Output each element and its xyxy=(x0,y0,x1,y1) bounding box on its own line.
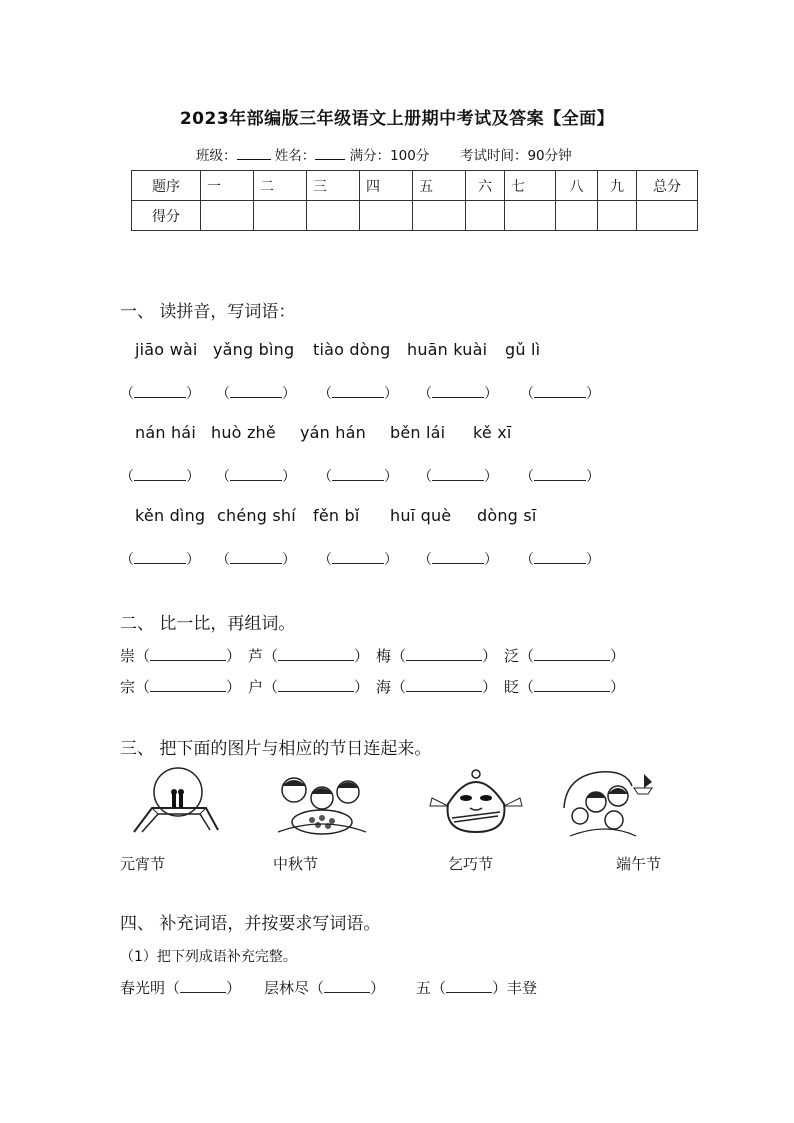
table-cell: 九 xyxy=(598,171,637,201)
answer-blank[interactable]: （ ） xyxy=(520,386,600,402)
answer-blank[interactable]: （ ） xyxy=(318,386,398,402)
table-cell: 四 xyxy=(360,171,413,201)
table-cell: 一 xyxy=(201,171,254,201)
pinyin-item: jiāo wài xyxy=(135,340,198,359)
pinyin-item: yán hán xyxy=(300,423,366,442)
table-cell: 得分 xyxy=(132,201,201,231)
exam-info-line xyxy=(196,144,572,164)
table-cell: 六 xyxy=(466,171,505,201)
answer-blank[interactable]: （ ） xyxy=(520,552,600,568)
full-score: 满分：100分 xyxy=(349,148,430,164)
answer-blank[interactable]: （ ） xyxy=(216,552,296,568)
pinyin-item: tiào dòng xyxy=(313,340,391,359)
answer-blank[interactable]: （ ） xyxy=(418,386,498,402)
pinyin-item: kěn dìng xyxy=(135,506,206,525)
section4-sub1: （1）把下列成语补充完整。 xyxy=(120,949,297,965)
answer-blank[interactable]: （ ） xyxy=(318,469,398,485)
answer-blank[interactable]: （ ） xyxy=(520,469,600,485)
moon-bridge-picture[interactable] xyxy=(130,764,220,840)
score-input-cell[interactable] xyxy=(413,201,466,231)
score-input-cell[interactable] xyxy=(254,201,307,231)
table-cell: 题序 xyxy=(132,171,201,201)
name-label: 姓名： xyxy=(274,148,316,164)
answer-blank[interactable]: （ ） xyxy=(120,469,200,485)
pinyin-item: nán hái xyxy=(135,423,196,442)
compare-item[interactable]: 户（ ） xyxy=(248,678,370,696)
page-title: 2023年部编版三年级语文上册期中考试及答案【全面】 xyxy=(179,109,615,129)
score-input-cell[interactable] xyxy=(360,201,413,231)
idiom-item[interactable]: 春光明（ ） xyxy=(120,979,242,997)
table-cell: 五 xyxy=(413,171,466,201)
pinyin-item: huò zhě xyxy=(211,423,276,442)
pinyin-item: huī què xyxy=(390,506,452,525)
table-cell: 八 xyxy=(556,171,598,201)
pinyin-item: běn lái xyxy=(390,423,446,442)
score-input-cell[interactable] xyxy=(505,201,556,231)
section1-heading: 一、 读拼音，写词语： xyxy=(120,302,296,322)
answer-blank[interactable]: （ ） xyxy=(120,552,200,568)
score-input-cell[interactable] xyxy=(201,201,254,231)
compare-item[interactable]: 梅（ ） xyxy=(376,647,498,665)
caption-yuanxiao: 元宵节 xyxy=(120,855,166,873)
caption-zhongqiu: 中秋节 xyxy=(273,855,319,873)
zongzi-character-picture[interactable] xyxy=(428,766,524,840)
table-cell: 总分 xyxy=(637,171,698,201)
score-table-header-row xyxy=(132,171,698,201)
section4-heading: 四、 补充词语，并按要求写词语。 xyxy=(120,914,381,934)
compare-item[interactable]: 海（ ） xyxy=(376,678,498,696)
table-cell: 二 xyxy=(254,171,307,201)
idiom-item[interactable]: 层林尽（ ） xyxy=(264,979,386,997)
caption-duanwu: 端午节 xyxy=(616,855,662,873)
score-input-cell[interactable] xyxy=(598,201,637,231)
class-label: 班级： xyxy=(196,148,237,164)
answer-blank[interactable]: （ ） xyxy=(216,469,296,485)
compare-item[interactable]: 芦（ ） xyxy=(248,647,370,665)
exam-time: 考试时间：90分钟 xyxy=(459,148,572,164)
score-input-cell[interactable] xyxy=(307,201,360,231)
class-blank[interactable] xyxy=(237,147,271,160)
pinyin-item: fěn bǐ xyxy=(313,506,360,525)
score-input-cell[interactable] xyxy=(637,201,698,231)
score-input-cell[interactable] xyxy=(466,201,505,231)
caption-qiqiao: 乞巧节 xyxy=(448,855,494,873)
answer-blank[interactable]: （ ） xyxy=(418,469,498,485)
pinyin-item: yǎng bìng xyxy=(213,340,295,359)
answer-blank[interactable]: （ ） xyxy=(318,552,398,568)
compare-item[interactable]: 崇（ ） xyxy=(120,647,242,665)
compare-item[interactable]: 眨（ ） xyxy=(504,678,626,696)
children-food-picture[interactable] xyxy=(272,772,368,838)
pinyin-item: dòng sī xyxy=(477,506,537,525)
answer-blank[interactable]: （ ） xyxy=(216,386,296,402)
name-blank[interactable] xyxy=(315,147,345,160)
compare-item[interactable]: 泛（ ） xyxy=(504,647,626,665)
pinyin-item: huān kuài xyxy=(407,340,488,359)
score-table xyxy=(131,170,698,231)
pinyin-item: chéng shí xyxy=(217,506,296,525)
section3-heading: 三、 把下面的图片与相应的节日连起来。 xyxy=(120,739,432,759)
pinyin-item: kě xī xyxy=(473,423,512,442)
section2-heading: 二、 比一比，再组词。 xyxy=(120,614,296,634)
score-table-score-row xyxy=(132,201,698,231)
pinyin-item: gǔ lì xyxy=(505,340,541,359)
score-input-cell[interactable] xyxy=(556,201,598,231)
answer-blank[interactable]: （ ） xyxy=(418,552,498,568)
table-cell: 三 xyxy=(307,171,360,201)
compare-item[interactable]: 宗（ ） xyxy=(120,678,242,696)
table-cell: 七 xyxy=(505,171,556,201)
idiom-item[interactable]: 五（ ）丰登 xyxy=(416,979,538,997)
family-moon-picture[interactable] xyxy=(556,766,660,838)
answer-blank[interactable]: （ ） xyxy=(120,386,200,402)
